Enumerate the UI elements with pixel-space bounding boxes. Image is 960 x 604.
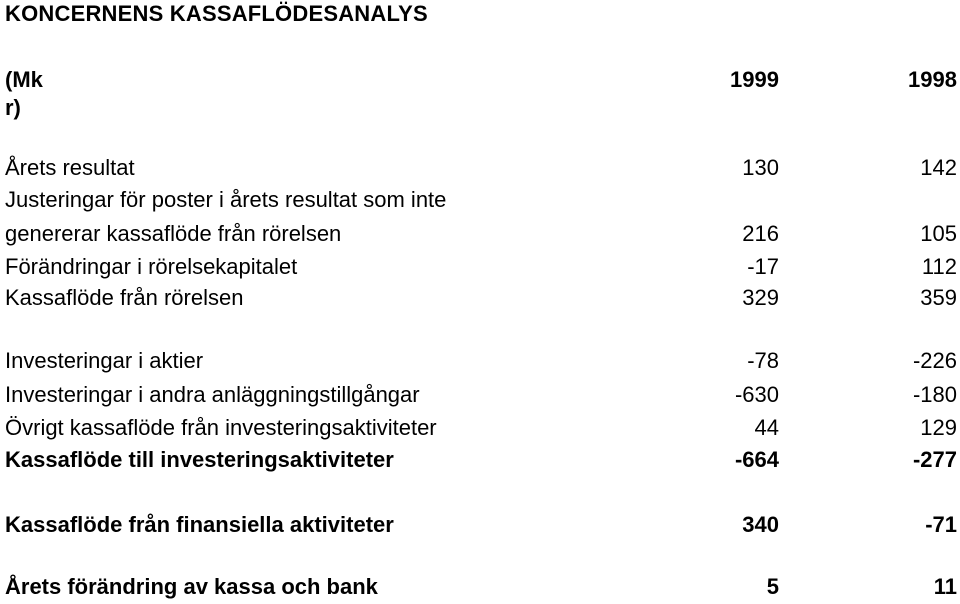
row-label: Investeringar i aktier bbox=[5, 348, 204, 373]
value-1998: -71 bbox=[925, 512, 957, 537]
table-row bbox=[0, 571, 960, 603]
table-row bbox=[0, 412, 960, 444]
value-1998: 11 bbox=[933, 574, 957, 599]
table-row bbox=[0, 152, 960, 184]
value-1998: 112 bbox=[921, 254, 957, 279]
table-row bbox=[0, 282, 960, 314]
row-label: genererar kassaflöde från rörelsen bbox=[5, 221, 342, 246]
column-header-1999: 1999 bbox=[730, 67, 779, 92]
value-1998: 129 bbox=[920, 415, 957, 440]
table-row bbox=[0, 509, 960, 541]
table-row bbox=[0, 345, 960, 377]
value-1999: 44 bbox=[754, 415, 779, 440]
column-header-1998: 1998 bbox=[908, 67, 957, 92]
value-1999: -630 bbox=[734, 382, 779, 407]
unit-label: (Mkr) bbox=[5, 67, 43, 120]
row-label: Årets förändring av kassa och bank bbox=[5, 574, 378, 599]
row-label: Övrigt kassaflöde från investeringsaktiviteter bbox=[5, 415, 437, 440]
value-1998: -180 bbox=[912, 382, 957, 407]
value-1998: -277 bbox=[912, 447, 957, 472]
row-label: Kassaflöde från finansiella aktiviteter bbox=[5, 512, 394, 537]
row-label: Kassaflöde till investeringsaktiviteter bbox=[5, 447, 394, 472]
value-1998: 105 bbox=[920, 221, 957, 246]
table-row bbox=[0, 218, 960, 250]
value-1999: 340 bbox=[742, 512, 779, 537]
row-label: Årets resultat bbox=[5, 155, 135, 180]
value-1999: 130 bbox=[742, 155, 779, 180]
document-title: KONCERNENS KASSAFLÖDESANALYS bbox=[5, 1, 428, 26]
table-row bbox=[0, 444, 960, 476]
table-row bbox=[0, 251, 960, 283]
value-1999: 329 bbox=[742, 285, 779, 310]
value-1999: 216 bbox=[742, 221, 779, 246]
table-row-label-line bbox=[0, 184, 960, 216]
value-1999: -78 bbox=[747, 348, 779, 373]
value-1998: 359 bbox=[920, 285, 957, 310]
row-label: Förändringar i rörelsekapitalet bbox=[5, 254, 298, 279]
value-1998: 142 bbox=[920, 155, 957, 180]
value-1998: -226 bbox=[912, 348, 957, 373]
row-label: Investeringar i andra anläggningstillgångar bbox=[5, 382, 420, 407]
row-label-line1: Justeringar för poster i årets resultat som inte bbox=[5, 187, 447, 212]
value-1999: 5 bbox=[766, 574, 779, 599]
table-row bbox=[0, 379, 960, 411]
row-label: Kassaflöde från rörelsen bbox=[5, 285, 244, 310]
value-1999: -664 bbox=[734, 447, 779, 472]
value-1999: -17 bbox=[747, 254, 779, 279]
